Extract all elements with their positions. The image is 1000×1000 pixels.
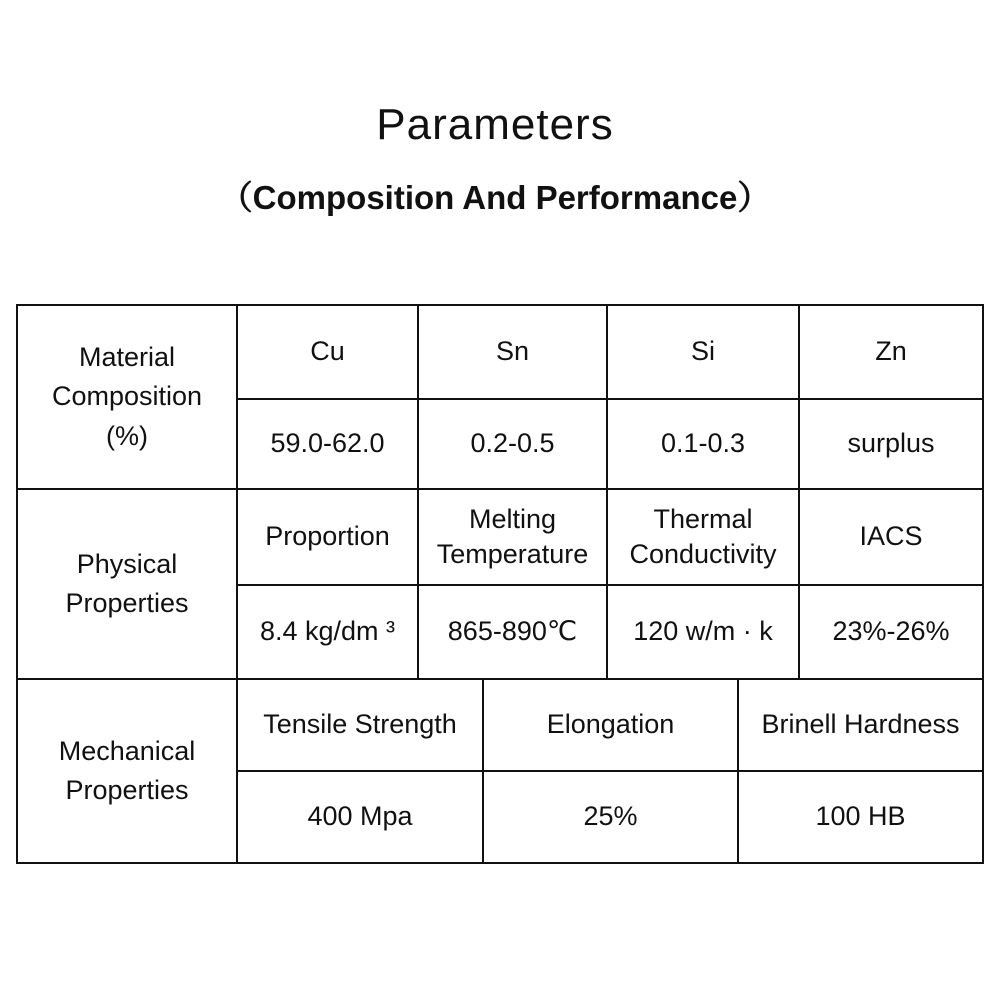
composition-header-sn — [419, 306, 608, 400]
physical-label-cell — [18, 490, 238, 680]
composition-value-zn — [800, 400, 982, 490]
composition-header-zn — [800, 306, 982, 400]
mechanical-header-tensile-strength — [238, 680, 484, 772]
physical-header-proportion — [238, 490, 419, 586]
mechanical-header-text: Tensile Strength — [263, 709, 457, 740]
mechanical-header-brinell-hardness — [739, 680, 982, 772]
physical-value-text: 120 w/m · k — [633, 616, 773, 647]
physical-label: Physical Properties — [65, 548, 189, 618]
composition-header-si — [608, 306, 800, 400]
composition-label-cell — [18, 306, 238, 490]
page-subtitle: （Composition And Performance） — [219, 179, 771, 216]
composition-header-text: Cu — [310, 336, 345, 367]
composition-value-si — [608, 400, 800, 490]
composition-header-text: Sn — [495, 336, 530, 367]
composition-value-text: 0.1-0.3 — [660, 428, 746, 459]
physical-value-iacs — [800, 586, 982, 680]
mechanical-header-elongation — [484, 680, 739, 772]
composition-label: Material Composition (%) — [51, 342, 203, 451]
composition-header-cu — [238, 306, 419, 400]
physical-value-text: 8.4 kg/dm ³ — [259, 616, 396, 647]
physical-value-text: 865-890℃ — [447, 616, 578, 647]
physical-header-iacs — [800, 490, 982, 586]
physical-header-text: Proportion — [265, 521, 390, 552]
mechanical-value-tensile-strength — [238, 772, 484, 862]
physical-header-text: Melting Temperature — [436, 503, 589, 569]
mechanical-value-elongation — [484, 772, 739, 862]
composition-header-text: Si — [690, 336, 715, 367]
mechanical-value-text: 25% — [583, 801, 638, 832]
physical-value-thermal-conductivity — [608, 586, 800, 680]
mechanical-label-cell — [18, 680, 238, 862]
physical-header-text: IACS — [859, 521, 923, 552]
mechanical-value-text: 400 Mpa — [307, 801, 413, 832]
page-title: Parameters — [376, 100, 614, 149]
mechanical-value-brinell-hardness — [739, 772, 982, 862]
composition-header-text: Zn — [875, 336, 907, 367]
mechanical-value-text: 100 HB — [815, 801, 906, 832]
mechanical-header-text: Brinell Hardness — [761, 709, 960, 740]
physical-value-proportion — [238, 586, 419, 680]
physical-header-text: Thermal Conductivity — [629, 503, 777, 569]
physical-value-melting-temperature — [419, 586, 608, 680]
composition-value-cu — [238, 400, 419, 490]
mechanical-header-text: Elongation — [546, 709, 675, 740]
composition-value-sn — [419, 400, 608, 490]
composition-value-text: 59.0-62.0 — [270, 428, 385, 459]
composition-value-text: 0.2-0.5 — [470, 428, 555, 459]
composition-value-text: surplus — [847, 428, 935, 459]
parameters-table — [16, 304, 984, 864]
mechanical-label: Mechanical Properties — [58, 735, 196, 805]
physical-value-text: 23%-26% — [832, 616, 950, 647]
physical-header-thermal-conductivity — [608, 490, 800, 586]
physical-header-melting-temperature — [419, 490, 608, 586]
